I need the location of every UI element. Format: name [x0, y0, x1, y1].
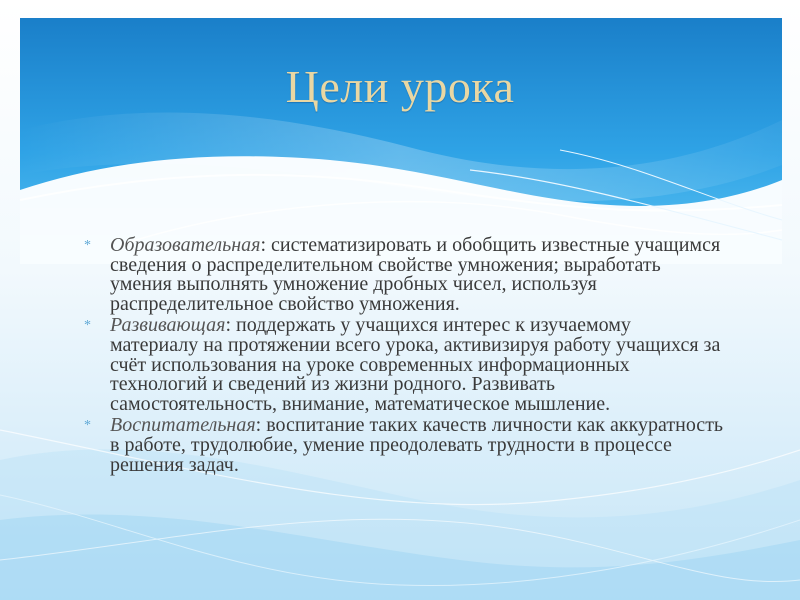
goals-list: [84, 236, 724, 477]
goal-term-educational: Образовательная: [110, 234, 261, 256]
bullet-icon: *: [84, 318, 91, 334]
slide-title: Цели урока: [285, 61, 515, 112]
bullet-icon: *: [84, 418, 91, 434]
goal-term-upbringing: Воспитательная: [110, 414, 256, 437]
goal-term-developmental: Развивающая: [110, 314, 226, 337]
goal-text-developmental: : поддержать у учащихся интерес к изучаемому материалу на протяжении всего урока, активизируя работу учащихся за счёт использования на уроке современных информационных технологий и сведений из жизни родного. Развивать самостоятельность, внимание, математическое мышление.: [110, 314, 721, 415]
list-item: [84, 316, 724, 414]
list-item: [84, 416, 724, 475]
goal-text-educational: : систематизировать и обобщить известные учащимся сведения о распределительном свойстве умножения; выработать умения выполнять умножение дробных чисел, используя распределительное свойство умножения.: [110, 234, 721, 315]
bullet-icon: *: [84, 238, 91, 253]
goal-text-upbringing: : воспитание таких качеств личности как аккуратность в работе, трудолюбие, умение преодолевать трудности в процессе решения задач.: [110, 414, 724, 476]
list-item: [84, 236, 724, 314]
